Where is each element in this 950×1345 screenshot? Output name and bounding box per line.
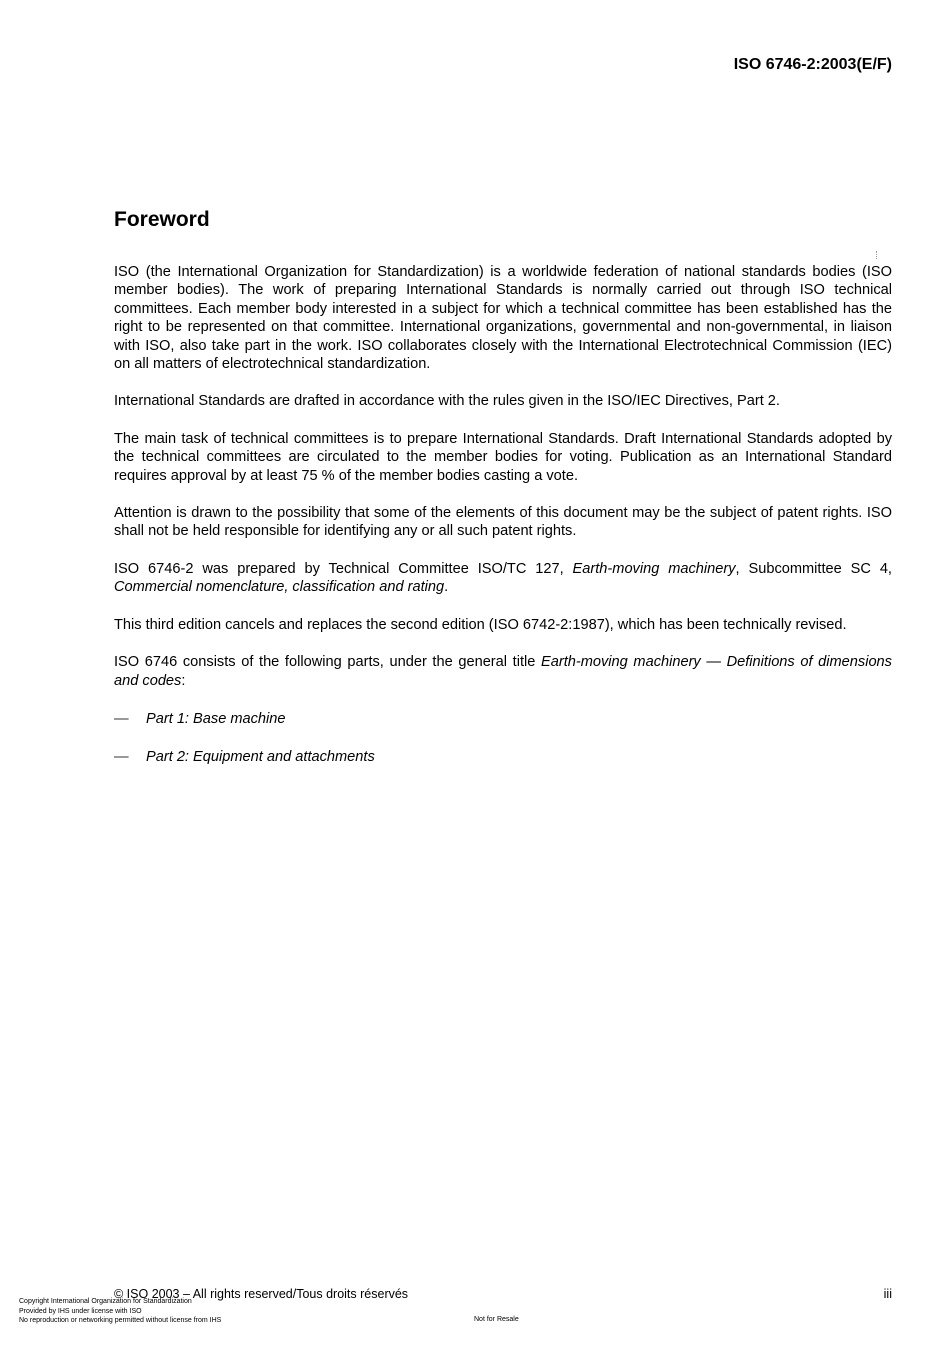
foreword-section — [114, 208, 892, 787]
paragraph-patent-rights: Attention is drawn to the possibility that some of the elements of this document may be the subject of patent rights. ISO shall not be held responsible for identifying any or all such patent rights. — [114, 505, 892, 540]
part-label: Part 2: Equipment and attachments — [146, 749, 375, 766]
general-title: Earth-moving machinery — Definitions of dimensions and codes — [114, 654, 892, 689]
dash-marker: — — [114, 710, 129, 727]
paragraph-main-task: The main task of technical committees is to prepare International Standards. Draft International Standards adopted by the technical committees are circulated to the member bodies for voting. Publication as an International Standard requires approval by at least 75 % of the member bodies casting a vote. — [114, 430, 892, 484]
resale-notice: Not for Resale — [474, 1316, 519, 1323]
license-stamp — [19, 1297, 221, 1326]
parts-intro-text: ISO 6746 consists of the following parts, under the general title — [114, 654, 541, 671]
paragraph-directives: International Standards are drafted in accordance with the rules given in the ISO/IEC Directives, Part 2. — [114, 393, 780, 410]
list-item — [114, 748, 892, 766]
part-label: Part 1: Base machine — [146, 710, 286, 727]
subcommittee-title: Commercial nomenclature, classification and rating — [114, 579, 445, 596]
section-title: Foreword — [114, 208, 210, 231]
committee-text-c: , Subcommittee SC 4, — [735, 560, 892, 577]
list-item — [114, 710, 892, 728]
paragraph-parts-intro — [114, 653, 892, 690]
paragraph-iso-intro: ISO (the International Organization for Standardization) is a worldwide federation of national standards bodies (ISO member bodies). The work of preparing International Standards is normally carried out through ISO technical committees. Each member body interested in a subject for which a technical committee has been established has the right to be represented on that committee. International organizations, governmental and non-governmental, in liaison with ISO, also take part in the work. ISO collaborates closely with the International Electrotechnical Commission (IEC) on all matters of electrotechnical standardization. — [114, 264, 892, 373]
paragraph-edition: This third edition cancels and replaces the second edition (ISO 6742-2:1987), which has been technically revised. — [114, 616, 847, 633]
document-reference: ISO 6746-2:2003(E/F) — [733, 56, 892, 73]
stamp-line: Provided by IHS under license with ISO — [19, 1307, 142, 1315]
paragraph-committee — [114, 560, 892, 597]
stamp-line: Copyright International Organization for Standardization — [19, 1298, 192, 1305]
parts-list — [114, 710, 892, 767]
committee-text-e: . — [444, 579, 449, 596]
page-number: iii — [883, 1287, 892, 1301]
committee-text-a: ISO 6746-2 was prepared by Technical Committee ISO/TC 127, — [114, 560, 573, 577]
footer-copyright: © ISO 2003 – All rights reserved/Tous droits réservés — [114, 1287, 409, 1301]
parts-intro-colon: : — [181, 672, 186, 689]
stamp-line: No reproduction or networking permitted without license from IHS — [19, 1317, 222, 1325]
dash-marker: — — [114, 749, 129, 766]
committee-title: Earth-moving machinery — [572, 560, 736, 577]
